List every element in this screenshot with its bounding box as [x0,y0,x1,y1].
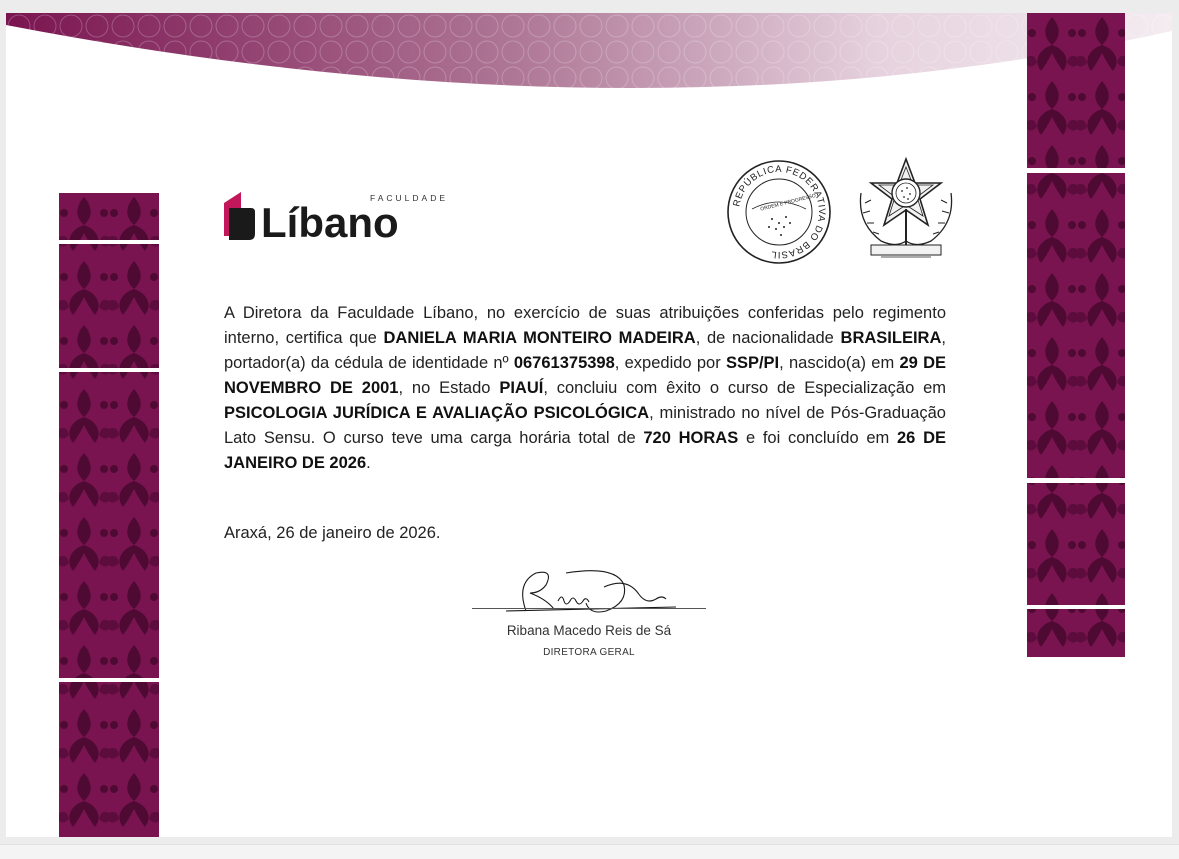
faculdade-libano-logo [221,188,461,258]
signer-name: Ribana Macedo Reis de Sá [506,623,672,638]
body-text-segment: , portador(a) da cédula de identidade nº [224,329,946,372]
completion-date: 26 DE JANEIRO DE 2026 [224,429,946,472]
logo-small-text: FACULDADE [370,193,449,203]
course-name: PSICOLOGIA JURÍDICA E AVALIAÇÃO PSICOLÓGICA [224,404,650,422]
body-text-segment: , ministrado no nível de Pós-Graduação Lato Sensu. O curso teve uma carga horária total de [224,404,946,447]
id-number: 06761375398 [513,354,615,372]
nationality: BRASILEIRA [840,329,942,347]
bottom-strip [0,844,1179,859]
seal-motto: ORDEM E PROGRESSO [759,192,817,213]
right-ornament-column [1027,13,1125,657]
id-issuer: SSP/PI [725,354,780,372]
left-ornament-column [59,193,159,837]
certificate-page [6,13,1172,837]
body-text-segment: . [366,454,371,472]
certificate-body [224,301,946,476]
seal-ring-text: REPÚBLICA FEDERATIVA DO BRASIL [731,163,828,261]
signature-line [472,608,706,609]
coat-of-arms [851,153,961,270]
body-text-segment: , concluiu com êxito o curso de Especialização em [543,379,947,397]
body-text-segment: , no Estado [398,379,500,397]
body-text-segment: , de nacionalidade [695,329,841,347]
body-text-segment: e foi concluído em [738,429,897,447]
body-text-segment: A Diretora da Faculdade Líbano, no exercício de suas atribuições conferidas pelo regimento interno, certifica que [224,304,946,347]
body-text-segment: , expedido por [614,354,726,372]
body-text-segment: , nascido(a) em [779,354,900,372]
republic-seal [724,157,834,272]
signer-role: DIRETORA GERAL [543,647,635,658]
birth-date: 29 DE NOVEMBRO DE 2001 [224,354,946,397]
place-and-date: Araxá, 26 de janeiro de 2026. [224,524,441,542]
top-decorative-band [6,13,1172,123]
logo-name: Líbano [261,199,399,246]
handwritten-signature [506,563,676,623]
student-name: DANIELA MARIA MONTEIRO MADEIRA [383,329,696,347]
course-hours: 720 HORAS [643,429,739,447]
state: PIAUÍ [499,379,544,397]
